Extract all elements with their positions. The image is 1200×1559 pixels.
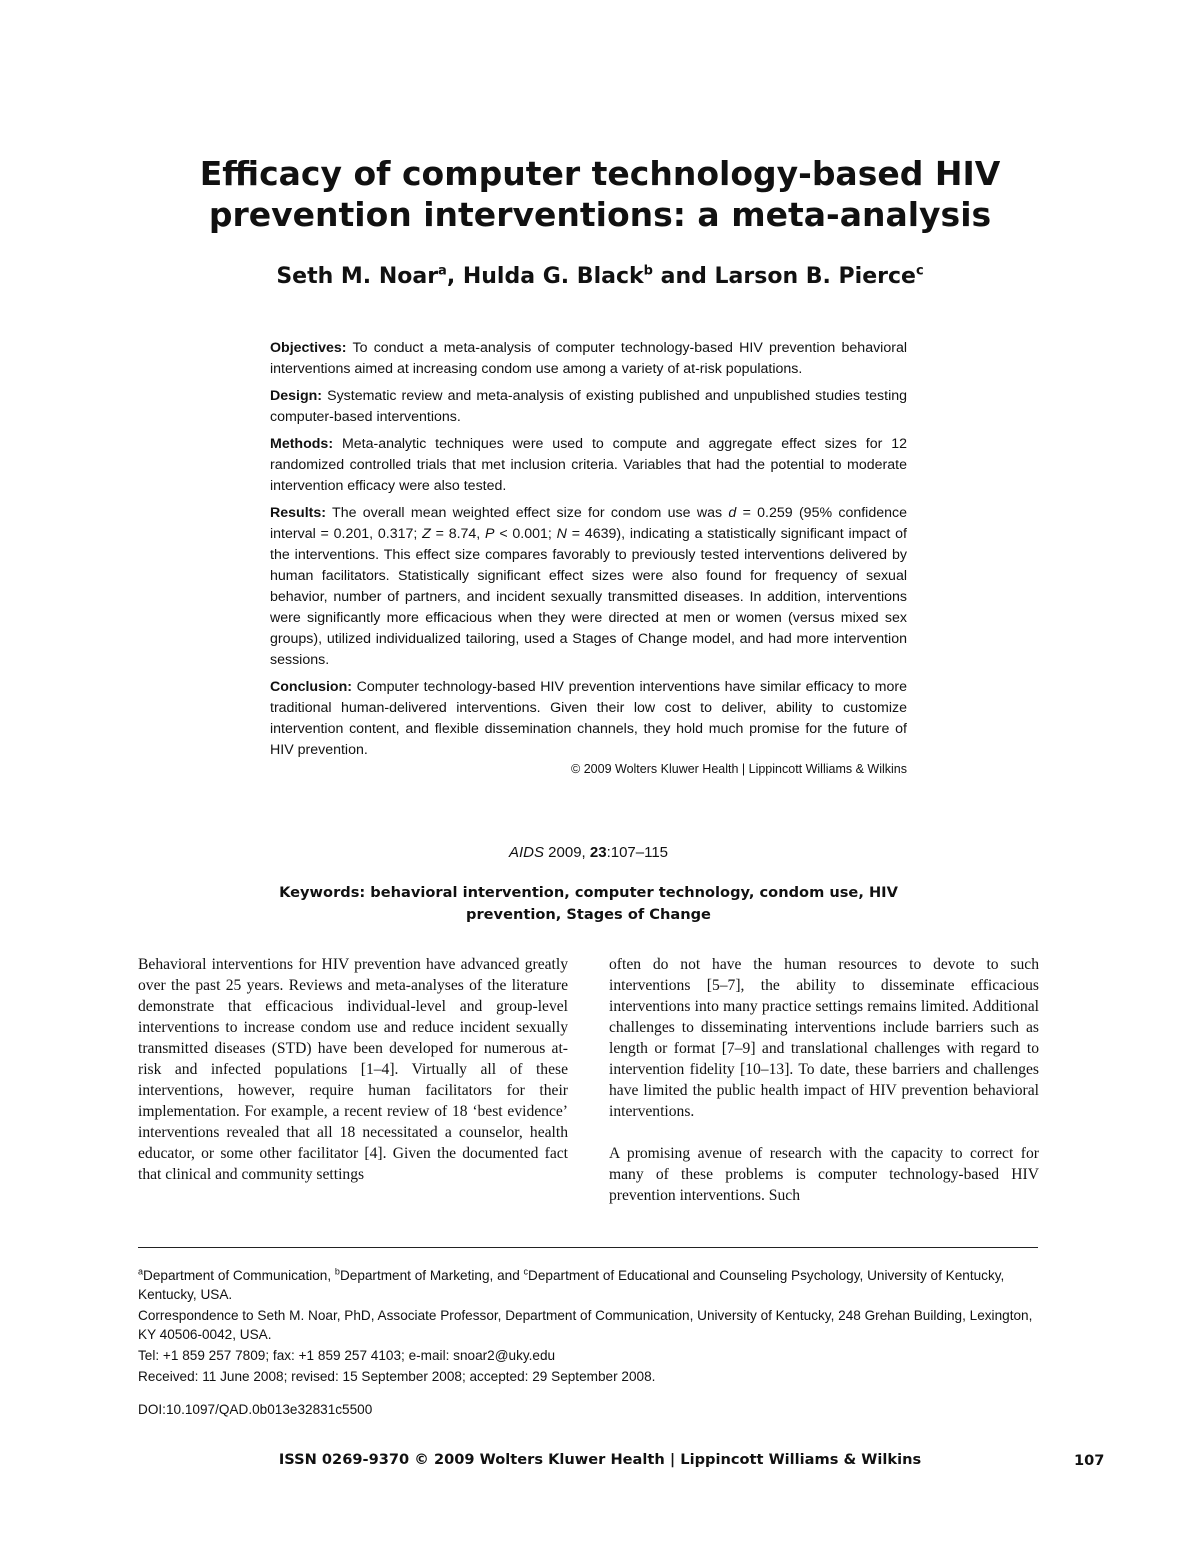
journal-name: AIDS: [508, 844, 544, 861]
affiliations: [138, 1266, 1038, 1304]
title-line-2: prevention interventions: a meta-analysis: [208, 195, 992, 234]
methods-text: Meta-analytic techniques were used to compute and aggregate effect sizes for 12 randomized controlled trials that met inclusion criteria. Variables that had the potential to moderate intervention efficacy were also tested.: [270, 436, 907, 494]
abstract-copyright: © 2009 Wolters Kluwer Health | Lippincott Williams & Wilkins: [571, 762, 907, 776]
abstract-results: [270, 503, 907, 671]
author-separator: ,: [446, 264, 463, 289]
results-label: Results:: [270, 505, 326, 521]
title-line-1: Efficacy of computer technology-based HIV: [199, 154, 1001, 193]
methods-label: Methods:: [270, 436, 334, 452]
author-list: [100, 262, 1100, 292]
author-name: Seth M. Noar: [276, 264, 439, 289]
objectives-text: To conduct a meta-analysis of computer technology-based HIV prevention behavioral interventions aimed at increasing condom use among a variety of at-risk populations.: [270, 340, 907, 377]
abstract-design: [270, 386, 907, 428]
affiliation-text: Department of Marketing, and: [339, 1268, 524, 1283]
citation-year: 2009,: [544, 844, 590, 861]
abstract: [270, 338, 907, 779]
body-paragraph: often do not have the human resources to devote to such interventions [5–7], the ability to disseminate efficacious interventions into many practice settings remains limited. Additional challenges to disseminating interventions include barriers such as length or format [7–9] and translational challenges with regard to intervention fidelity [10–13]. To date, these barriers and challenges have limited the public health impact of HIV prevention behavioral interventions.: [609, 956, 1039, 1120]
article-title: [100, 153, 1100, 235]
abstract-conclusion: [270, 677, 907, 761]
results-text: The overall mean weighted effect size for condom use was: [332, 505, 723, 521]
results-text: = 8.74,: [430, 526, 486, 542]
author-affiliation-mark: b: [643, 263, 653, 279]
results-text: = 4639), indicating a statistically significant impact of the interventions. This effect size compares favorably to previously tested interventions delivered by human facilitators. Statistically significant effect sizes were also found for frequency of sexual behavior, number of partners, and incident sexually transmitted diseases. In addition, interventions were significantly more efficacious when they were directed at men or women (versus mixed sex groups), utilized individualized tailoring, used a Stages of Change model, and had more intervention sessions.: [270, 526, 907, 668]
affiliation-mark: b: [334, 1266, 340, 1277]
conclusion-label: Conclusion:: [270, 679, 352, 695]
citation-volume: 23: [589, 844, 607, 861]
received-dates: Received: 11 June 2008; revised: 15 September 2008; accepted: 29 September 2008.: [138, 1369, 656, 1384]
author-name: Larson B. Pierce: [714, 264, 916, 289]
journal-citation: [270, 842, 907, 864]
results-text: < 0.001;: [494, 526, 557, 542]
results-stat-z: Z: [422, 526, 431, 542]
contact-info: Tel: +1 859 257 7809; fax: +1 859 257 4103; e-mail: snoar2@uky.edu: [138, 1348, 556, 1363]
affiliation-text: Department of Communication,: [143, 1268, 335, 1283]
design-text: Systematic review and meta-analysis of existing published and unpublished studies testing computer-based interventions.: [270, 388, 907, 425]
affiliation-mark: c: [523, 1266, 529, 1277]
body-paragraph: A promising avenue of research with the capacity to correct for many of these problems is computer technology-based HIV prevention interventions. Such: [609, 1145, 1039, 1204]
affiliation-text: Department of Educational and Counseling Psychology, University of Kentucky, Kentucky, USA.: [138, 1268, 1005, 1302]
results-text: = 0.259 (95% confidence interval = 0.201, 0.317;: [270, 505, 907, 542]
footnotes: [138, 1266, 1038, 1421]
author-separator: and: [652, 264, 715, 289]
conclusion-text: Computer technology-based HIV prevention interventions have similar efficacy to more traditional human-delivered interventions. Given their low cost to deliver, ability to customize intervention content, and flexible dissemination channels, they hold much promise for the future of HIV prevention.: [270, 679, 907, 758]
doi: DOI:10.1097/QAD.0b013e32831c5500: [138, 1402, 373, 1417]
design-label: Design:: [270, 388, 323, 404]
body-column-right: [609, 954, 1039, 1227]
author-affiliation-mark: c: [915, 263, 924, 279]
keywords-line-2: prevention, Stages of Change: [466, 906, 711, 923]
page-number: 107: [1074, 1452, 1105, 1469]
author-affiliation-mark: a: [438, 263, 447, 279]
affiliation-mark: a: [138, 1266, 144, 1277]
citation-pages: :107–115: [606, 844, 669, 861]
keywords: [270, 882, 907, 926]
abstract-methods: [270, 434, 907, 497]
abstract-objectives: [270, 338, 907, 380]
footnote-divider: [138, 1247, 1038, 1248]
body-column-left: [138, 954, 568, 1206]
correspondence: Correspondence to Seth M. Noar, PhD, Associate Professor, Department of Communication, University of Kentucky, 248 Grehan Building, Lexington, KY 40506-0042, USA.: [138, 1308, 1033, 1342]
page-footer: ISSN 0269-9370 © 2009 Wolters Kluwer Health | Lippincott Williams & Wilkins: [278, 1451, 922, 1468]
author-name: Hulda G. Black: [462, 264, 644, 289]
results-stat-n: N: [556, 526, 567, 542]
results-stat-p: P: [485, 526, 495, 542]
keywords-line-1: Keywords: behavioral intervention, computer technology, condom use, HIV: [279, 884, 898, 901]
body-paragraph: Behavioral interventions for HIV prevention have advanced greatly over the past 25 years. Reviews and meta-analyses of the literature demonstrate that efficacious individual-level and group-level interventions to increase condom use and reduce incident sexually transmitted diseases (STD) have been developed for numerous at-risk and infected populations [1–4]. Virtually all of these interventions, however, require human facilitators for their implementation. For example, a recent review of 18 ‘best evidence’ interventions revealed that all 18 necessitated a counselor, health educator, or some other facilitator [4]. Given the documented fact that clinical and community settings: [138, 956, 568, 1183]
objectives-label: Objectives:: [270, 340, 347, 356]
results-stat-d: d: [728, 505, 737, 521]
